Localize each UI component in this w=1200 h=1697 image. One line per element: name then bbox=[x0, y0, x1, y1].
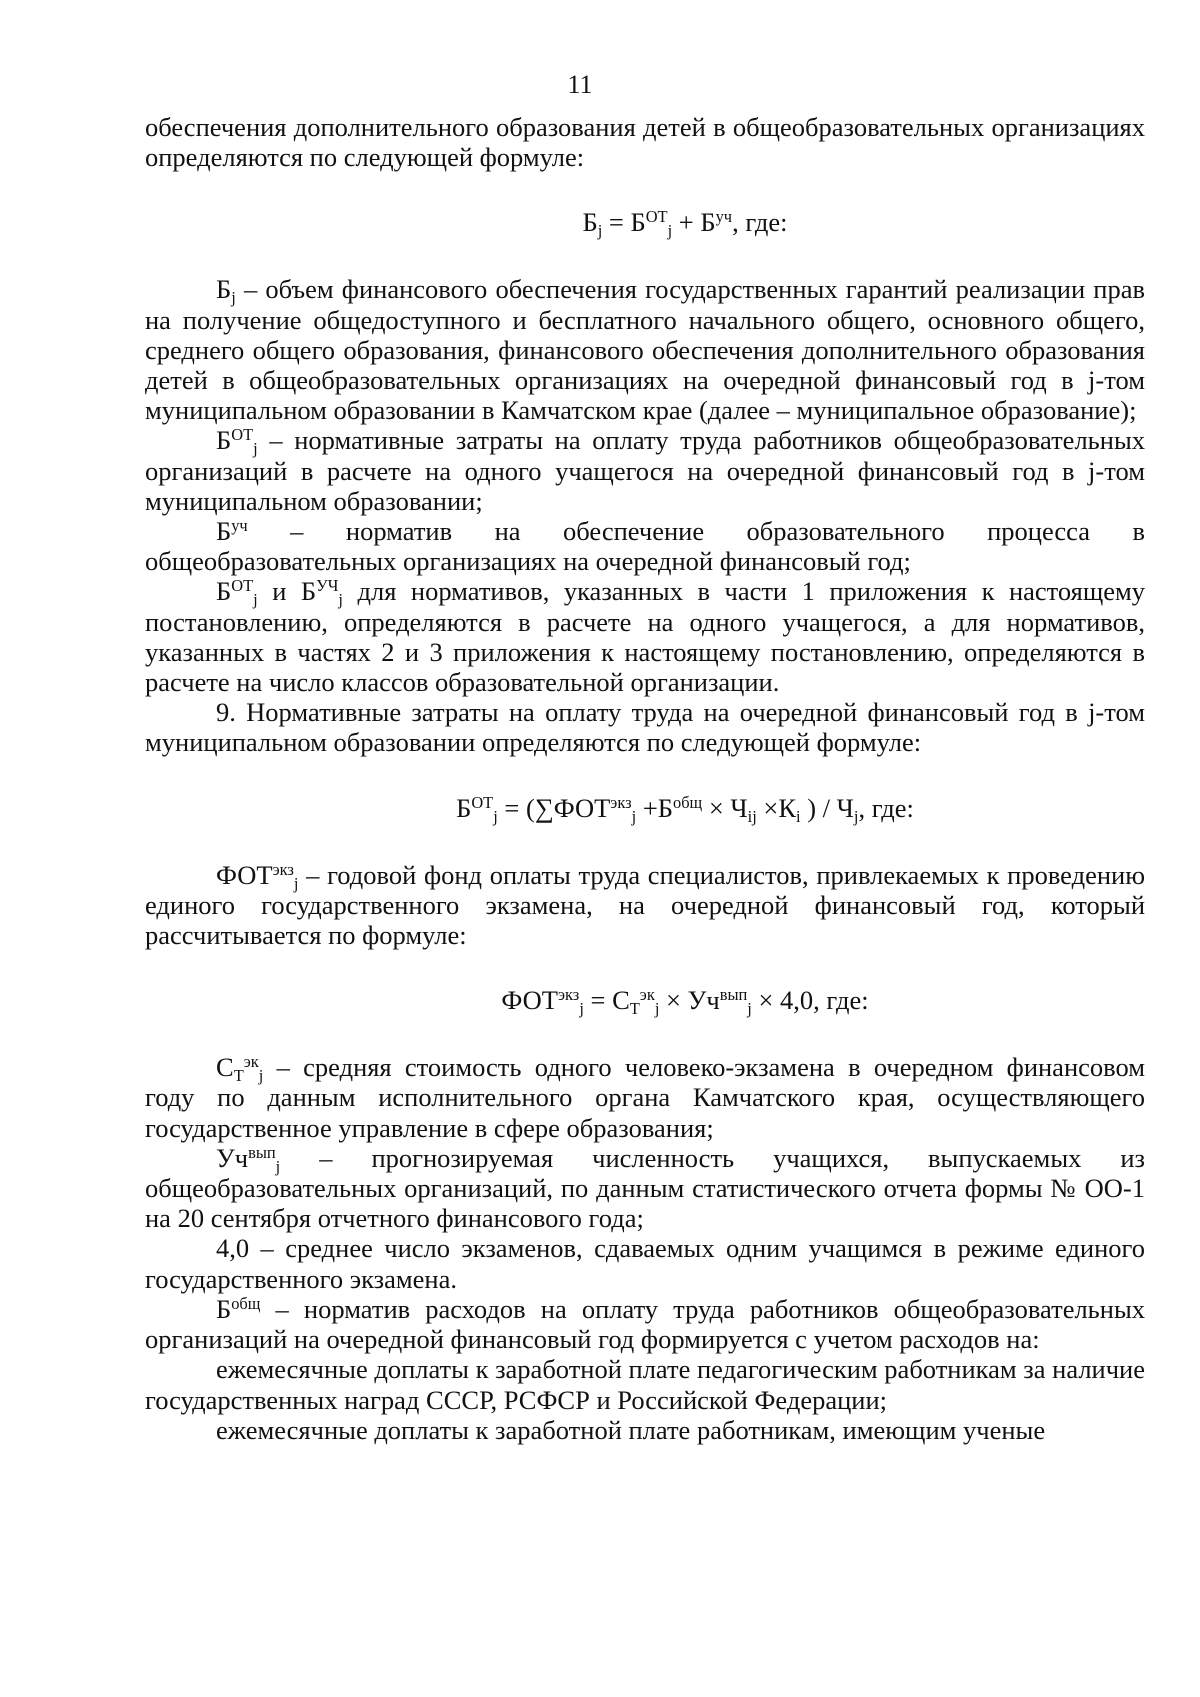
definition-fot-ekz: $ФОТ^{экз}_j$ – годовой фонд оплаты труда специалистов, привлекаемых к проведению единого государственного экзамена, на очередной финансовый год, который рассчитывается по формуле: bbox=[145, 859, 1145, 951]
intro-paragraph: обеспечения дополнительного образования детей в общеобразовательных организациях определяются по следующей формуле: bbox=[145, 112, 1145, 173]
definition-b-uch: $Б^{уч}$ – норматив на обеспечение образовательного процесса в общеобразовательных организациях на очередной финансовый год; bbox=[145, 516, 1145, 577]
definition-normatives: $Б^{ОТ}_j$ и $Б^{УЧ}_j$ для нормативов, указанных в части 1 приложения к настоящему постановлению, определяются в расчете на одного учащегося, а для нормативов, указанных в частях 2 и 3 приложения к настоящему постановлению, определяются в расчете на число классов образовательной организации. bbox=[145, 576, 1146, 698]
formula-fot-ekz: $ФОТ^{экз}_j = С_Т^{эк}_j \times Уч^{вып}_j \times 4,0$, где: bbox=[501, 985, 869, 1019]
page-number: 11 bbox=[567, 70, 593, 99]
definition-4-0: 4,0 – среднее число экзаменов, сдаваемых одним учащимся в режиме единого государственного экзамена. bbox=[145, 1233, 1145, 1294]
formula-b-j: $Б_j = Б^{ОТ}_j + Б^{уч}$, где: bbox=[582, 207, 788, 241]
definition-uch-vyp: $Уч^{вып}_j$ – прогнозируемая численность учащихся, выпускаемых из общеобразовательных организаций, по данным статистического отчета формы № ОО-1 на 20 сентября отчетного финансового года; bbox=[145, 1142, 1145, 1234]
definition-b-ot: $Б^{ОТ}_j$ – нормативные затраты на оплату труда работников общеобразовательных организаций в расчете на одного учащегося на очередной финансовый год в j-том муниципальном образовании; bbox=[145, 425, 1145, 516]
clause-9: 9. Нормативные затраты на оплату труда на очередной финансовый год в j-том муниципальном образовании определяются по следующей формуле: bbox=[145, 697, 1145, 758]
page-body bbox=[145, 112, 1145, 1445]
list-item-academic-degrees: ежемесячные доплаты к заработной плате работникам, имеющим ученые bbox=[216, 1414, 1046, 1445]
list-item-state-awards: ежемесячные доплаты к заработной плате педагогическим работникам за наличие государственных наград СССР, РСФСР и Российской Федерации; bbox=[145, 1354, 1145, 1415]
definition-b-j: $Б_j$ – объем финансового обеспечения государственных гарантий реализации прав на получение общедоступного и бесплатного начального общего, основного общего, среднего общего образования, финансового обеспечения дополнительного образования детей в общеобразовательных организациях на очередной финансовый год в j-том муниципальном образовании в Камчатском крае (далее – муниципальное образование); bbox=[145, 274, 1145, 426]
formula-b-ot: $Б^{ОТ}_j = (\sum ФОТ^{экз}_j +Б^{общ} \times Ч_{ij} \times К_i$ ) / $Ч_j$, где: bbox=[456, 792, 914, 826]
definition-st-ek: $С_Т^{эк}_j$ – средняя стоимость одного человеко-экзамена в очередном финансовом году по данным исполнительного органа Камчатского края, осуществляющего государственное управление в сфере образования; bbox=[145, 1052, 1145, 1143]
definition-b-obsh: $Б^{общ}$ – норматив расходов на оплату труда работников общеобразовательных организаций на очередной финансовый год формируется с учетом расходов на: bbox=[145, 1293, 1145, 1355]
